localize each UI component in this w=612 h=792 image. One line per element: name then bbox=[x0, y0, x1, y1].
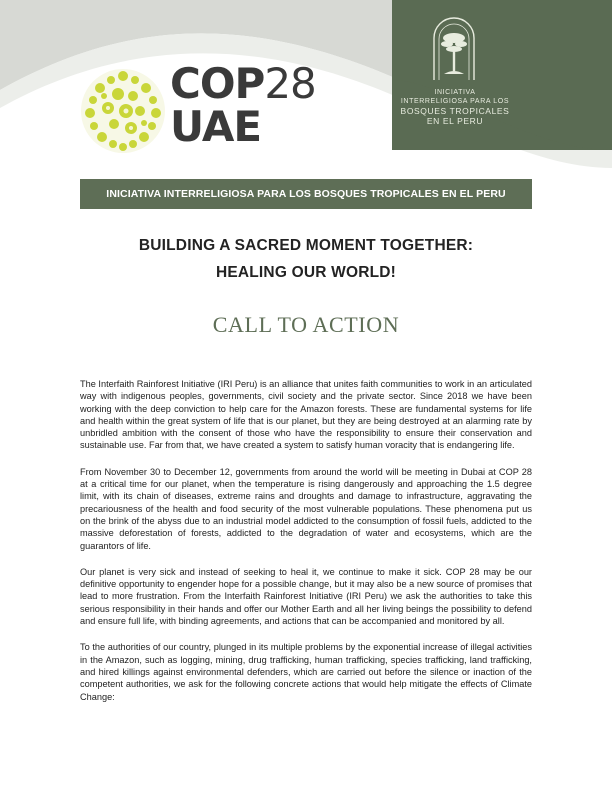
iri-logo-line2: INTERRELIGIOSA PARA LOS bbox=[400, 98, 510, 105]
iri-logo-line3: BOSQUES TROPICALES bbox=[400, 106, 510, 116]
organization-banner: INICIATIVA INTERRELIGIOSA PARA LOS BOSQUES TROPICALES EN EL PERU bbox=[80, 179, 532, 209]
document-subtitle bbox=[60, 232, 552, 286]
cop-wordmark-location: UAE bbox=[170, 102, 262, 151]
cop28-wordmark bbox=[170, 59, 316, 151]
iri-logo-text bbox=[400, 88, 510, 126]
body-paragraph-2: From November 30 to December 12, governments from around the world will be meeting in Dubai at COP 28 at a critical time for our planet, when the temperature is rising dangerously and approaching the 1.5 degree limit, with its chain of diseases, extreme rains and droughts and damage to infrastructure, aggravating the precariousness of the health and food security of the most vulnerable populations. These phenomena put us on the brink of the abyss due to an industrial model addicted to the consumption of fossil fuels, addicted to the massive deforestation of forests, addicted to the degradation of water and ecosystems, which are the guarantors of life. bbox=[80, 466, 532, 551]
call-to-action-heading: CALL TO ACTION bbox=[212, 312, 400, 337]
subtitle-line-2: HEALING OUR WORLD! bbox=[215, 264, 397, 281]
cop-wordmark-number: 28 bbox=[264, 59, 316, 108]
document-body bbox=[80, 378, 532, 717]
iri-logo-line1: INICIATIVA bbox=[434, 89, 476, 96]
iri-logo-line4: EN EL PERU bbox=[426, 116, 484, 126]
cop28-globe-logo bbox=[78, 66, 168, 156]
tree-arch-icon bbox=[430, 16, 478, 80]
cop-wordmark-prefix: COP bbox=[170, 59, 265, 108]
body-paragraph-3: Our planet is very sick and instead of seeking to heal it, we continue to make it sick. COP 28 may be our definitive opportunity to engender hope for a possible change, but it may also be a new source of promises that lead to more frustration. From the Interfaith Rainforest Initiative (IRI Peru) we ask the authorities to take this serious responsibility in their hands and offer our Mother Earth and all her living beings the possibility to defend and ensure full life, with binding agreements, and actions that can be accompanied and monitored by all. bbox=[80, 566, 532, 627]
iri-logo-panel bbox=[392, 0, 612, 150]
body-paragraph-1: The Interfaith Rainforest Initiative (IRI Peru) is an alliance that unites faith communities to work in an articulated way with indigenous peoples, governments, civil society and the private sector. Since 2018 we have been working with the deep conviction to help care for the Amazon forests. These are fundamental systems for life and health within the great system of life that is our planet, but they are being destroyed at an alarming rate by unbridled ambition with the consent of those who have the responsibility to ensure their conservation and sustainable use. Far from that, we have created a system to satisfy human voracity that is endangering life. bbox=[80, 379, 532, 451]
body-paragraph-4: To the authorities of our country, plunged in its multiple problems by the exponential increase of illegal activities in the Amazon, such as logging, mining, drug trafficking, human trafficking, species trafficking, land trafficking, and hired killings against environmental defenders, which are carried out before the silence or inaction of the competent authorities, we ask for the following concrete actions that would help mitigate the effects of Climate Change: bbox=[80, 642, 532, 702]
subtitle-line-1: BUILDING A SACRED MOMENT TOGETHER: bbox=[138, 237, 474, 254]
